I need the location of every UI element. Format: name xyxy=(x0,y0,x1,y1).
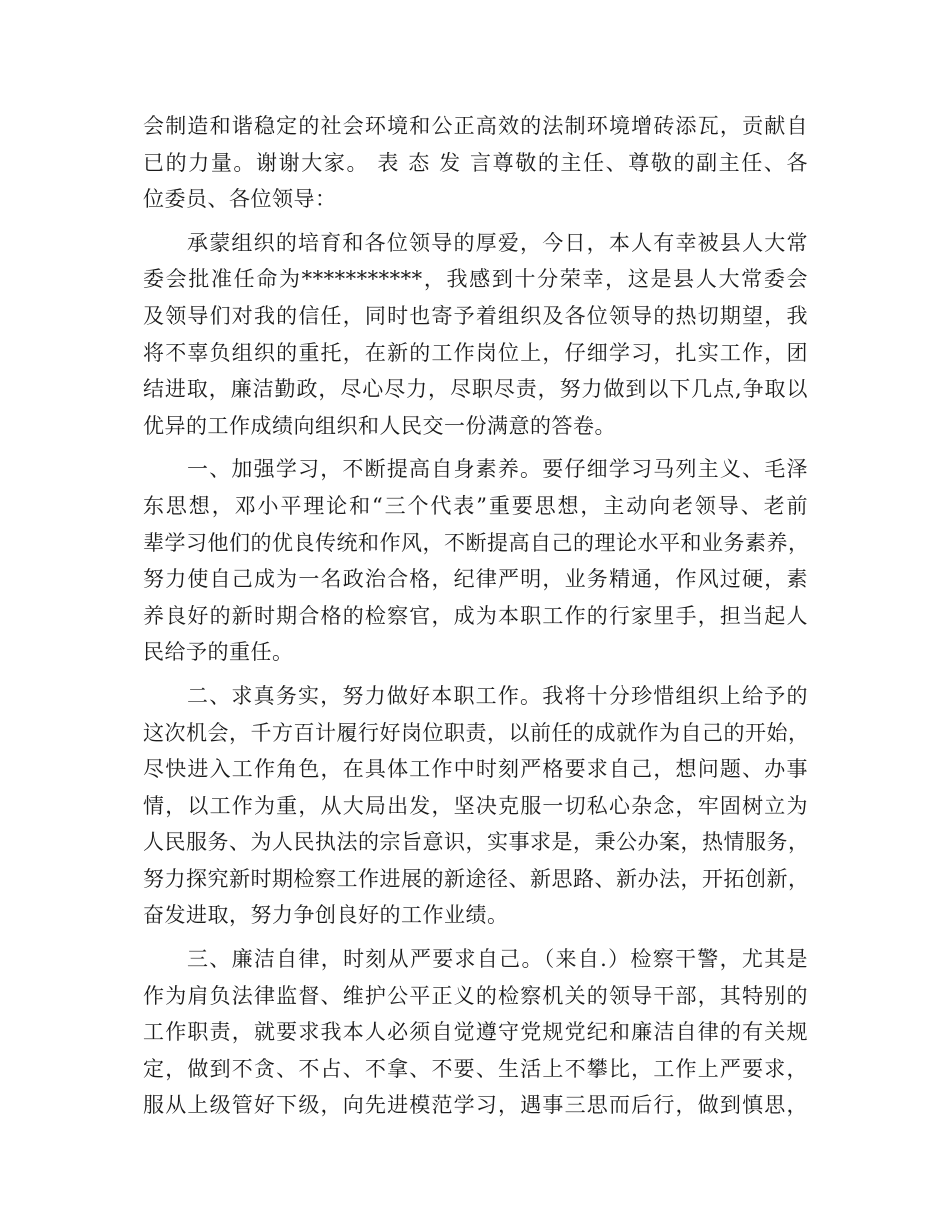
text-line: 奋发进取，努力争创良好的工作业绩。 xyxy=(143,903,509,928)
text-line: 将不辜负组织的重托，在新的工作岗位上，仔细学习，扎实工作，团 xyxy=(143,340,808,365)
text-line: 努力探究新时期检察工作进展的新途径、新思路、新办法，开拓创新， xyxy=(143,866,810,891)
text-line: 服从上级管好下级，向先进模范学习，遇事三思而后行，做到慎思， xyxy=(143,1093,808,1118)
text-line: 委会批准任命为***********，我感到十分荣幸，这是县人大常委会 xyxy=(143,267,808,292)
text-line: 二、求真务实，努力做好本职工作。我将十分珍惜组织上给予的 xyxy=(187,683,808,708)
text-line: 辈学习他们的优良传统和作风，不断提高自己的理论水平和业务素养， xyxy=(143,530,810,555)
text-line: 这次机会，千方百计履行好岗位职责，以前任的成就作为自己的开始， xyxy=(143,720,810,745)
text-line: 作为肩负法律监督、维护公平正义的检察机关的领导干部，其特别的 xyxy=(143,983,808,1008)
text-line: 结进取，廉洁勤政，尽心尽力，尽职尽责，努力做到以下几点,争取以 xyxy=(143,377,808,402)
text-line: 情，以工作为重，从大局出发，坚决克服一切私心杂念，牢固树立为 xyxy=(143,793,808,818)
text-line: 已的力量。谢谢大家。 表 态 发 言尊敬的主任、尊敬的副主任、各 xyxy=(143,150,808,175)
text-line: 承蒙组织的培育和各位领导的厚爱，今日，本人有幸被县人大常 xyxy=(187,230,808,255)
text-line: 尽快进入工作角色，在具体工作中时刻严格要求自己，想问题、办事 xyxy=(143,757,808,782)
text-line: 三、廉洁自律，时刻从严要求自己。（来自.）检察干警，尤其是 xyxy=(187,947,808,972)
text-line: 及领导们对我的信任，同时也寄予着组织及各位领导的热切期望，我 xyxy=(143,303,808,328)
text-line: 优异的工作成绩向组织和人民交一份满意的答卷。 xyxy=(143,413,616,438)
text-line: 人民服务、为人民执法的宗旨意识，实事求是，秉公办案，热情服务， xyxy=(143,830,810,855)
document-page xyxy=(143,108,808,1124)
text-line: 工作职责，就要求我本人必须自觉遵守党规党纪和廉洁自律的有关规 xyxy=(143,1020,808,1045)
text-line: 东思想，邓小平理论和“三个代表”重要思想，主动向老领导、老前 xyxy=(143,493,808,518)
text-line: 定，做到不贪、不占、不拿、不要、生活上不攀比，工作上严要求， xyxy=(143,1056,808,1081)
text-line: 养良好的新时期合格的检察官，成为本职工作的行家里手，担当起人 xyxy=(143,603,808,628)
text-line: 努力使自己成为一名政治合格，纪律严明，业务精通，作风过硬，素 xyxy=(143,567,808,592)
text-line: 位委员、各位领导： xyxy=(143,187,337,212)
text-line: 会制造和谐稳定的社会环境和公正高效的法制环境增砖添瓦，贡献自 xyxy=(143,114,808,138)
text-line: 民给予的重任。 xyxy=(143,640,294,665)
text-line: 一、加强学习，不断提高自身素养。要仔细学习马列主义、毛泽 xyxy=(187,457,808,482)
